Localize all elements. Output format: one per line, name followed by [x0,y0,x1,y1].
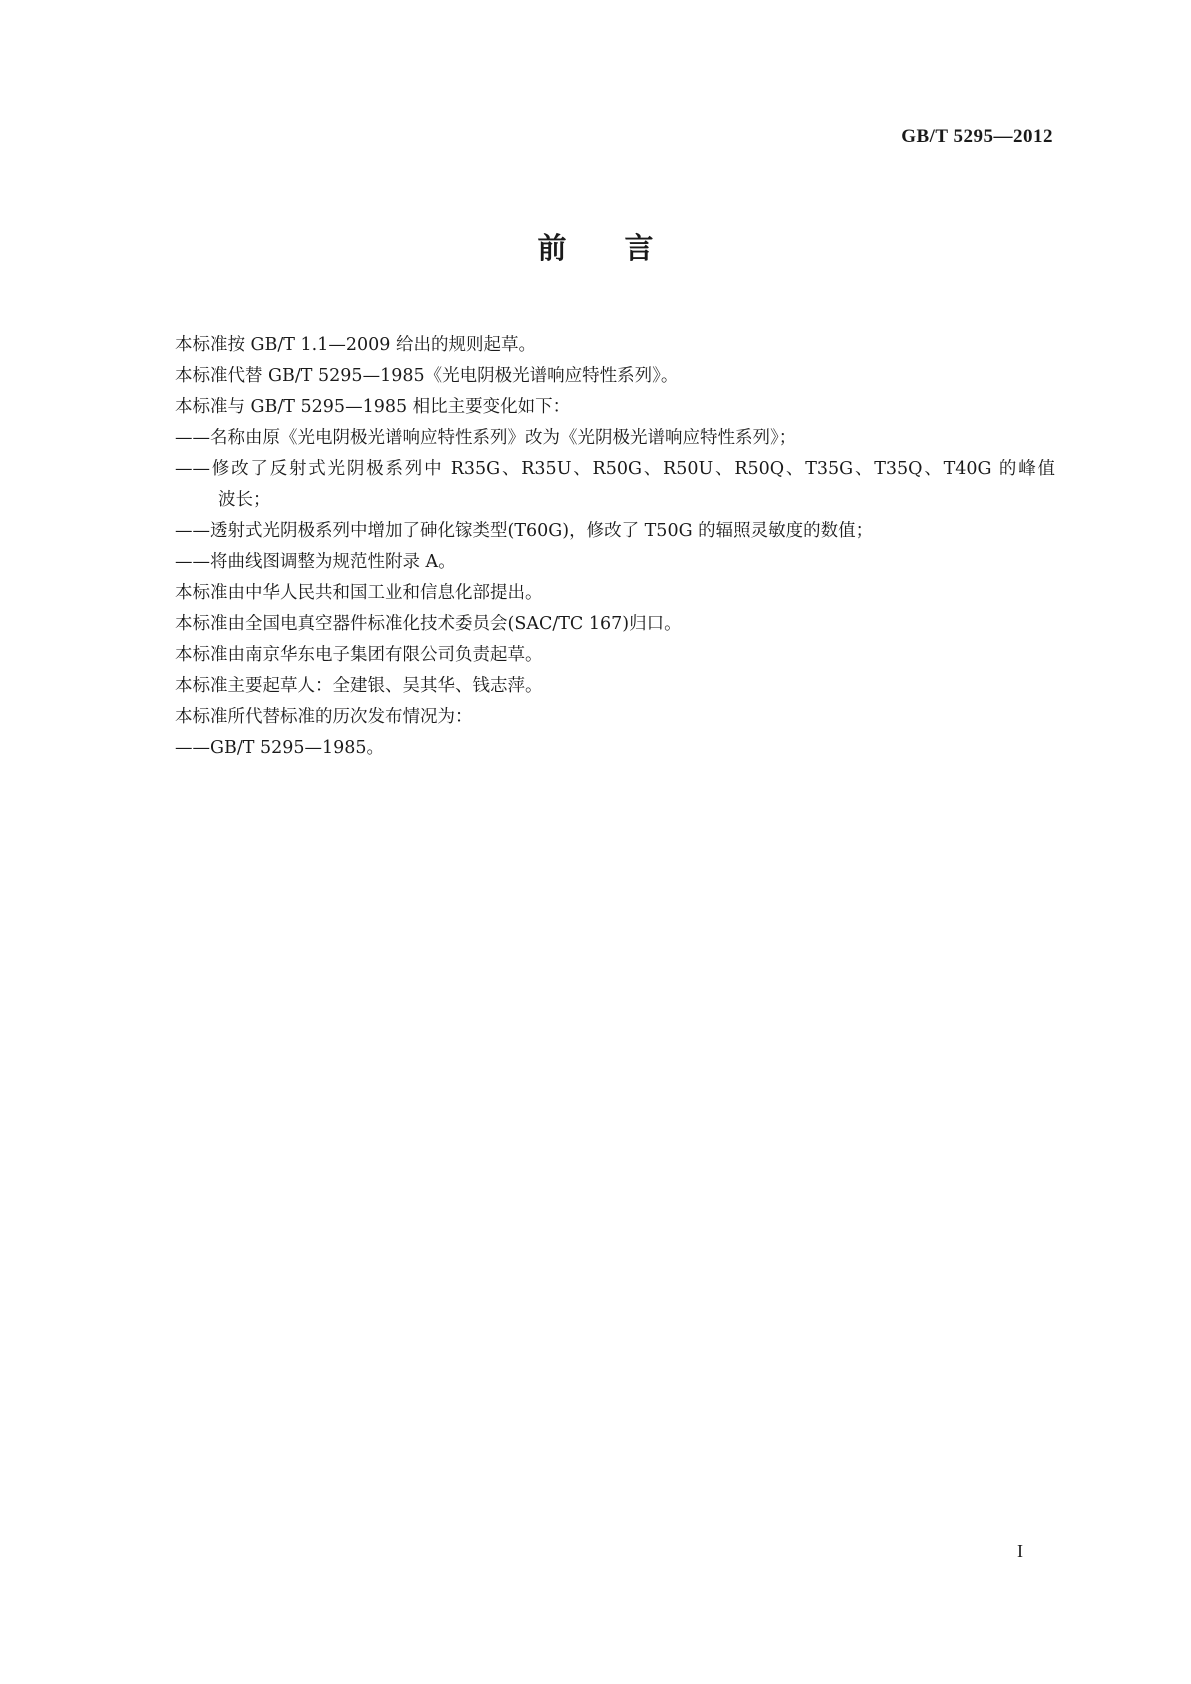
change-item-gaas-type: ——透射式光阴极系列中增加了砷化镓类型(T60G)，修改了 T50G 的辐照灵敏度的数值； [175,521,874,541]
paragraph-replaces: 本标准代替 GB/T 5295—1985《光电阴极光谱响应特性系列》。 [175,366,679,386]
change-item-peak-wavelength-cont: 波长； [218,490,271,510]
foreword-body [175,330,1055,764]
paragraph-centralized: 本标准由全国电真空器件标准化技术委员会(SAC/TC 167)归口。 [175,614,682,634]
paragraph-drafting-rules: 本标准按 GB/T 1.1—2009 给出的规则起草。 [175,335,536,355]
paragraph-drafting-unit: 本标准由南京华东电子集团有限公司负责起草。 [175,645,543,665]
change-item-peak-wavelength: ——修改了反射式光阴极系列中 R35G、R35U、R50G、R50U、R50Q、T35G、T35Q、T40G 的峰值 [175,459,1055,479]
page-title: 前言 [537,231,712,265]
change-item-annex: ——将曲线图调整为规范性附录 A。 [175,552,456,572]
change-item-name: ——名称由原《光电阴极光谱响应特性系列》改为《光阴极光谱响应特性系列》； [175,428,797,448]
paragraph-history-intro: 本标准所代替标准的历次发布情况为： [175,707,473,727]
paragraph-changes-intro: 本标准与 GB/T 5295—1985 相比主要变化如下： [175,397,571,417]
standard-number: GB/T 5295—2012 [901,126,1053,147]
paragraph-proposer: 本标准由中华人民共和国工业和信息化部提出。 [175,583,543,603]
page-number: I [1017,1541,1023,1561]
history-item: ——GB/T 5295—1985。 [175,738,385,758]
paragraph-drafters: 本标准主要起草人：全建银、吴其华、钱志萍。 [175,676,543,696]
